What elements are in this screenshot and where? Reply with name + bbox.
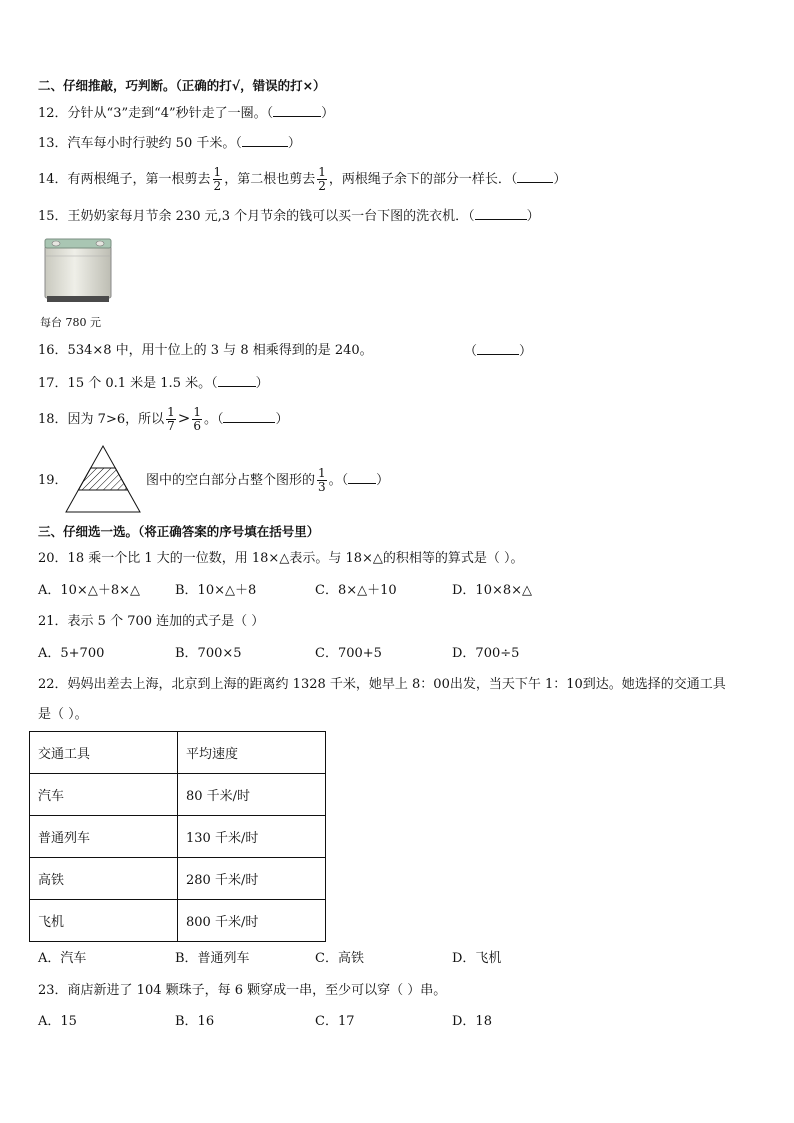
answer-blank[interactable]: [475, 207, 527, 220]
table-cell: 飞机: [30, 900, 178, 942]
section2-heading: 二、仔细推敲，巧判断。（正确的打√，错误的打×）: [38, 78, 326, 93]
question-14: 14．有两根绳子，第一根剪去 $\frac{1}{2}$ ，第二根也剪去 $\frac{1}{2}$ ，两根绳子余下的部分一样长．（ ）: [38, 165, 567, 193]
fraction-one-third: $\frac{1}{3}$: [318, 466, 326, 494]
table-cell: 汽车: [30, 774, 178, 816]
washing-machine-image: [42, 236, 116, 304]
section3-heading: 三、仔细选一选。（将正确答案的序号填在括号里）: [38, 524, 320, 539]
fraction-half: $\frac{1}{2}$: [213, 165, 222, 193]
answer-blank[interactable]: [223, 410, 275, 423]
table-row: [30, 774, 326, 816]
fraction-one-seventh: $\frac{1}{7}$: [167, 405, 175, 433]
speed-table: [29, 731, 326, 942]
table-row: [30, 816, 326, 858]
fraction-one-sixth: $\frac{1}{6}$: [193, 405, 201, 433]
question-16: 16．534×8 中，用十位上的 3 与 8 相乘得到的是 240。: [38, 343, 373, 358]
answer-blank[interactable]: [242, 134, 288, 147]
table-header-cell: 平均速度: [178, 732, 326, 774]
q22-option-d[interactable]: D．飞机: [452, 951, 502, 966]
answer-blank[interactable]: [517, 170, 553, 183]
q21-option-d[interactable]: D．700÷5: [452, 646, 520, 661]
question-19-number: 19．: [38, 473, 68, 488]
table-header-cell: 交通工具: [30, 732, 178, 774]
table-cell: 800 千米/时: [178, 900, 326, 942]
table-row: [30, 858, 326, 900]
q20-option-c[interactable]: C．8×△＋10: [315, 583, 397, 598]
q22-option-a[interactable]: A．汽车: [38, 951, 87, 966]
q20-option-a[interactable]: A．10×△＋8×△: [38, 583, 140, 598]
q21-option-b[interactable]: B．700×5: [175, 646, 242, 661]
question-17: 17．15 个 0.1 米是 1.5 米。（ ）: [38, 376, 269, 391]
q23-option-c[interactable]: C．17: [315, 1014, 355, 1029]
triangle-figure: [64, 444, 142, 514]
question-22: 22．妈妈出差去上海，北京到上海的距离约 1328 千米，她早上 8：00出发，当天下午 1：10到达。她选择的交通工具: [38, 677, 726, 692]
question-20: 20．18 乘一个比 1 大的一位数，用 18×△表示。与 18×△的积相等的算式是（ ）。: [38, 551, 524, 566]
question-21: 21．表示 5 个 700 连加的式子是（ ）: [38, 614, 265, 629]
answer-blank[interactable]: [273, 104, 321, 117]
question-18: 18．因为 7>6，所以 $\frac{1}{7}$ > $\frac{1}{6}$ 。（ ）: [38, 405, 289, 433]
question-16-answer: （ ）: [464, 344, 533, 359]
washing-machine-caption: 每台 780 元: [40, 316, 101, 329]
fraction-half: $\frac{1}{2}$: [318, 165, 326, 193]
table-cell: 80 千米/时: [178, 774, 326, 816]
table-cell: 130 千米/时: [178, 816, 326, 858]
question-13: 13．汽车每小时行驶约 50 千米。（ ）: [38, 136, 301, 151]
question-19: 图中的空白部分占整个图形的 $\frac{1}{3}$ 。（ ）: [146, 466, 390, 494]
table-row: [30, 900, 326, 942]
table-cell: 普通列车: [30, 816, 178, 858]
answer-blank[interactable]: [218, 374, 256, 387]
q22-option-b[interactable]: B．普通列车: [175, 951, 250, 966]
question-23: 23．商店新进了 104 颗珠子，每 6 颗穿成一串，至少可以穿（ ）串。: [38, 983, 447, 998]
q21-option-c[interactable]: C．700+5: [315, 646, 382, 661]
q22-option-c[interactable]: C．高铁: [315, 951, 364, 966]
q20-option-d[interactable]: D．10×8×△: [452, 583, 533, 598]
table-cell: 280 千米/时: [178, 858, 326, 900]
q20-option-b[interactable]: B．10×△＋8: [175, 583, 257, 598]
question-22-cont: 是（ ）。: [38, 707, 88, 722]
q23-option-a[interactable]: A．15: [38, 1014, 77, 1029]
question-15: 15．王奶奶家每月节余 230 元,3 个月节余的钱可以买一台下图的洗衣机．（ ）: [38, 209, 540, 224]
answer-blank[interactable]: [348, 471, 376, 484]
table-cell: 高铁: [30, 858, 178, 900]
q23-option-b[interactable]: B．16: [175, 1014, 215, 1029]
q21-option-a[interactable]: A．5+700: [38, 646, 105, 661]
answer-blank[interactable]: [477, 342, 519, 355]
table-header-row: [30, 732, 326, 774]
question-12: 12．分针从“3”走到“4”秒针走了一圈。（ ）: [38, 106, 335, 121]
q23-option-d[interactable]: D．18: [452, 1014, 492, 1029]
